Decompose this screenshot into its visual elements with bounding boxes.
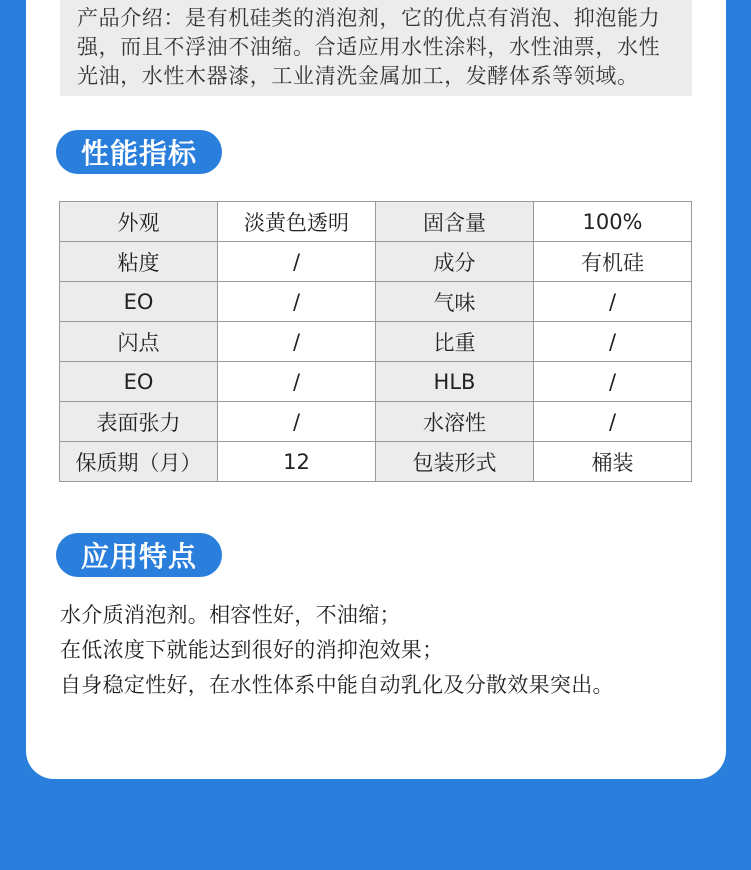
spec-label: 闪点 xyxy=(60,322,218,362)
spec-value: 12 xyxy=(218,442,376,482)
spec-value: 100% xyxy=(534,202,692,242)
features-list xyxy=(60,598,614,703)
spec-value: / xyxy=(218,242,376,282)
spec-table xyxy=(59,201,692,482)
spec-value: / xyxy=(534,282,692,322)
product-intro xyxy=(60,0,692,96)
features-section-title: 应用特点 xyxy=(56,533,222,577)
spec-value: / xyxy=(534,402,692,442)
spec-label: EO xyxy=(60,282,218,322)
spec-value: / xyxy=(218,402,376,442)
spec-label: 气味 xyxy=(376,282,534,322)
intro-line: 光油，水性木器漆，工业清洗金属加工，发酵体系等领域。 xyxy=(77,64,639,88)
spec-label: HLB xyxy=(376,362,534,402)
table-row xyxy=(60,242,692,282)
spec-value: / xyxy=(218,282,376,322)
feature-item: 在低浓度下就能达到很好的消抑泡效果； xyxy=(60,638,444,662)
spec-label: 比重 xyxy=(376,322,534,362)
spec-value: / xyxy=(218,322,376,362)
table-row xyxy=(60,322,692,362)
spec-label: 固含量 xyxy=(376,202,534,242)
spec-value: / xyxy=(218,362,376,402)
spec-value: 桶装 xyxy=(534,442,692,482)
table-row xyxy=(60,402,692,442)
table-row xyxy=(60,282,692,322)
spec-label: 包装形式 xyxy=(376,442,534,482)
spec-label: 保质期（月） xyxy=(60,442,218,482)
table-row xyxy=(60,362,692,402)
feature-item: 自身稳定性好，在水性体系中能自动乳化及分散效果突出。 xyxy=(60,673,614,697)
table-row xyxy=(60,442,692,482)
spec-value: 有机硅 xyxy=(534,242,692,282)
spec-section-title: 性能指标 xyxy=(56,130,222,174)
spec-value: / xyxy=(534,322,692,362)
intro-line: 产品介绍：是有机硅类的消泡剂，它的优点有消泡、抑泡能力 xyxy=(77,6,661,30)
spec-label: 表面张力 xyxy=(60,402,218,442)
table-row xyxy=(60,202,692,242)
spec-label: EO xyxy=(60,362,218,402)
spec-value: / xyxy=(534,362,692,402)
feature-item: 水介质消泡剂。相容性好，不油缩； xyxy=(60,603,401,627)
spec-label: 粘度 xyxy=(60,242,218,282)
intro-line: 强，而且不浮油不油缩。合适应用水性涂料，水性油票，水性 xyxy=(77,35,661,59)
spec-label: 水溶性 xyxy=(376,402,534,442)
spec-label: 外观 xyxy=(60,202,218,242)
spec-value: 淡黄色透明 xyxy=(218,202,376,242)
spec-label: 成分 xyxy=(376,242,534,282)
